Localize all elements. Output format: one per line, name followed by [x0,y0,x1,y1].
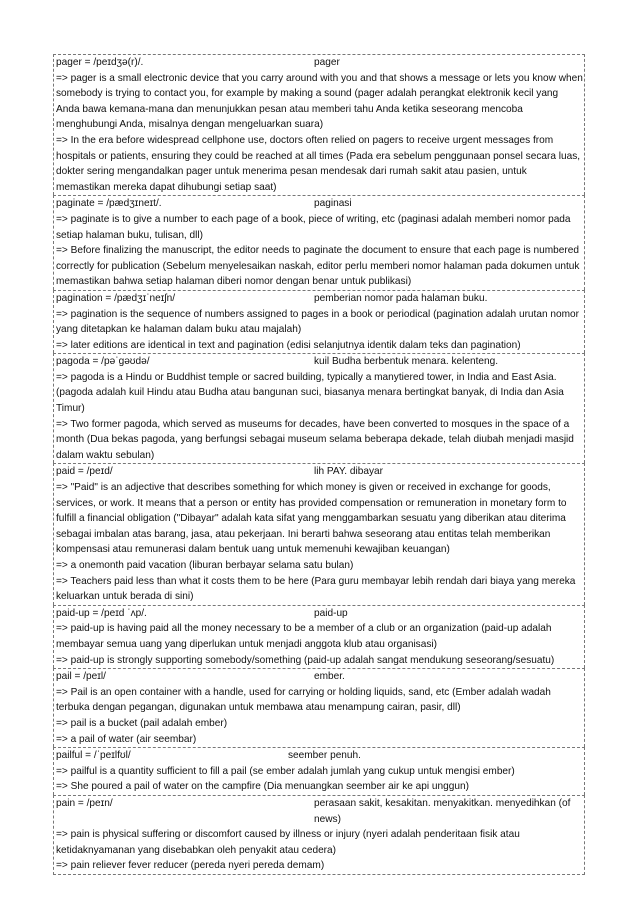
headword: pagoda = /pəˈɡəʊdə/ [56,356,150,368]
dictionary-entry [53,668,585,747]
translation-gloss: ember. [314,671,345,683]
entry-line: => Two former pagoda, which served as museums for decades, have been converted to mosques in the space of a month (Dua bekas pagoda, yang berfungsi sebagai museum selama beberapa dekade, telah diubah menjadi masjid dalam waktu sebulan) [56,418,574,461]
dictionary-entry [53,353,585,463]
headword: pail = /peɪl/ [56,671,106,683]
entry-line: => paid-up is having paid all the money necessary to be a member of a club or an organization (paid-up adalah membayar semua uang yang diperlukan untuk menjadi anggota klub atau organisasi) [56,623,552,650]
dictionary-entry [53,605,585,668]
entry-line: => Teachers paid less than what it costs them to be here (Para guru membayar lebih rendah dari biaya yang mereka keluarkan untuk berada di sini) [56,575,576,603]
entry-line: => She poured a pail of water on the campfire (Dia menuangkan seember air ke api unggun) [56,781,469,793]
entry-line: => Pail is an open container with a handle, used for carrying or holding liquids, sand, etc (Ember adalah wadah terbuka dengan pegangan, digunakan untuk membawa atau menampung cairan, pasir, dll) [56,686,551,714]
entry-line: => paginate is to give a number to each page of a book, piece of writing, etc (paginasi adalah memberi nomor pada setiap halaman buku, tulisan, dll) [56,213,571,241]
entry-line: => pagination is the sequence of numbers assigned to pages in a book or periodical (pagination adalah urutan nomor yang ditetapkan ke halaman dalam buku atau majalah) [56,308,579,336]
document-page [53,54,585,875]
entry-line: => pain is physical suffering or discomfort caused by illness or injury (nyeri adalah penderitaan fisik atau ketidaknyamanan yang disebabkan oleh penyakit atau cedera) [56,829,520,856]
entry-line: => later editions are identical in text and pagination (edisi selanjutnya identik dalam teks dan pagination) [56,339,521,351]
entry-header [56,464,583,480]
entry-line: => "Paid" is an adjective that describes something for which money is given or received in exchange for goods, services, or work. It means that a person or entity has provided compensation or remuneration in monetary form to fulfill a financial obligation ("Dibayar" adalah kata sifat yang menggambarkan sesuatu yang diberikan atau diterima sebagai imbalan atas barang, jasa, atau pekerjaan. Ini berarti bahwa seseorang atau entitas telah memberikan kompensasi atau remunerasi dalam bentuk uang untuk memenuhi kewajiban keuangan) [56,482,567,556]
headword: paid-up = /peɪd ˈʌp/. [56,607,147,619]
headword: pain = /peɪn/ [56,797,113,809]
entry-header [56,606,583,622]
entry-header [56,196,583,212]
dictionary-entry [53,747,585,795]
translation-gloss: paginasi [314,198,352,210]
dictionary-entry [53,195,585,290]
entry-line: => pagoda is a Hindu or Buddhist temple or sacred building, typically a manytiered tower, in India and East Asia. (pagoda adalah kuil Hindu atau Budha atau bangunan suci, biasanya menara bertingkat banyak, di India dan Asia Timur) [56,371,564,415]
entry-line: => a pail of water (air seembar) [56,733,197,745]
dictionary-entry [53,54,585,195]
entry-line: => Before finalizing the manuscript, the editor needs to paginate the document to ensure that each page is numbered correctly for publication (Sebelum menyelesaikan naskah, editor perlu memberi nomor halaman pada dokumen untuk memastikan bahwa setiap halaman diberi nomor dengan benar untuk publikasi) [56,245,580,288]
entry-line: => pager is a small electronic device that you carry around with you and that shows a message or lets you know when somebody is trying to contact you, for example by making a sound (pager adalah perangkat elektronik kecil yang Anda bawa kemana-mana dan menunjukkan pesan atau memberi tahu Anda ketika seseorang mencoba menghubungi Anda, misalnya dengan mengeluarkan suara) [56,72,583,131]
dictionary-entry [53,290,585,353]
headword: paginate = /pædʒɪneɪt/. [56,198,162,210]
entry-line: => a onemonth paid vacation (liburan berbayar selama satu bulan) [56,560,354,571]
translation-gloss: paid-up [314,607,348,619]
entry-header [56,291,583,307]
entry-header [56,669,583,685]
translation-gloss: pemberian nomor pada halaman buku. [314,292,488,304]
headword: pailful = /ˈpeɪlfʊl/ [56,750,131,762]
entry-line: => pailful is a quantity sufficient to fill a pail (se ember adalah jumlah yang cukup untuk mengisi ember) [56,765,515,777]
entry-line: => pain reliever fever reducer (pereda nyeri pereda demam) [56,860,325,872]
translation-gloss: seember penuh. [288,750,361,762]
entry-line: => paid-up is strongly supporting somebody/something (paid-up adalah sangat mendukung seseorang/sesuatu) [56,654,555,666]
entry-header [56,748,583,764]
dictionary-entry [53,463,585,604]
translation-gloss: lih PAY. dibayar [314,466,384,478]
translation-gloss: perasaan sakit, kesakitan. menyakitkan. menyedihkan (of news) [314,797,571,825]
headword: pagination = /pædʒɪˈneɪʃn/ [56,292,176,304]
entry-header [56,354,583,370]
headword: pager = /peɪdʒə(r)/. [56,57,144,68]
translation-gloss: kuil Budha berbentuk menara. kelenteng. [314,356,499,368]
dictionary-entry [53,795,585,875]
entry-header [56,796,583,827]
translation-gloss: pager [314,57,340,68]
entry-line: => In the era before widespread cellphone use, doctors often relied on pagers to receive urgent messages from hospitals or patients, ensuring they could be reached at all times (Pada era sebelum penggunaan ponsel secara luas, dokter sering mengandalkan pager untuk menerima pesan mendesak dari rumah sakit atau pasien, untuk memastikan mereka dapat dihubungi setiap saat) [56,134,581,193]
entry-header [56,55,583,71]
headword: paid = /peɪd/ [56,466,113,478]
entry-line: => pail is a bucket (pail adalah ember) [56,717,228,729]
